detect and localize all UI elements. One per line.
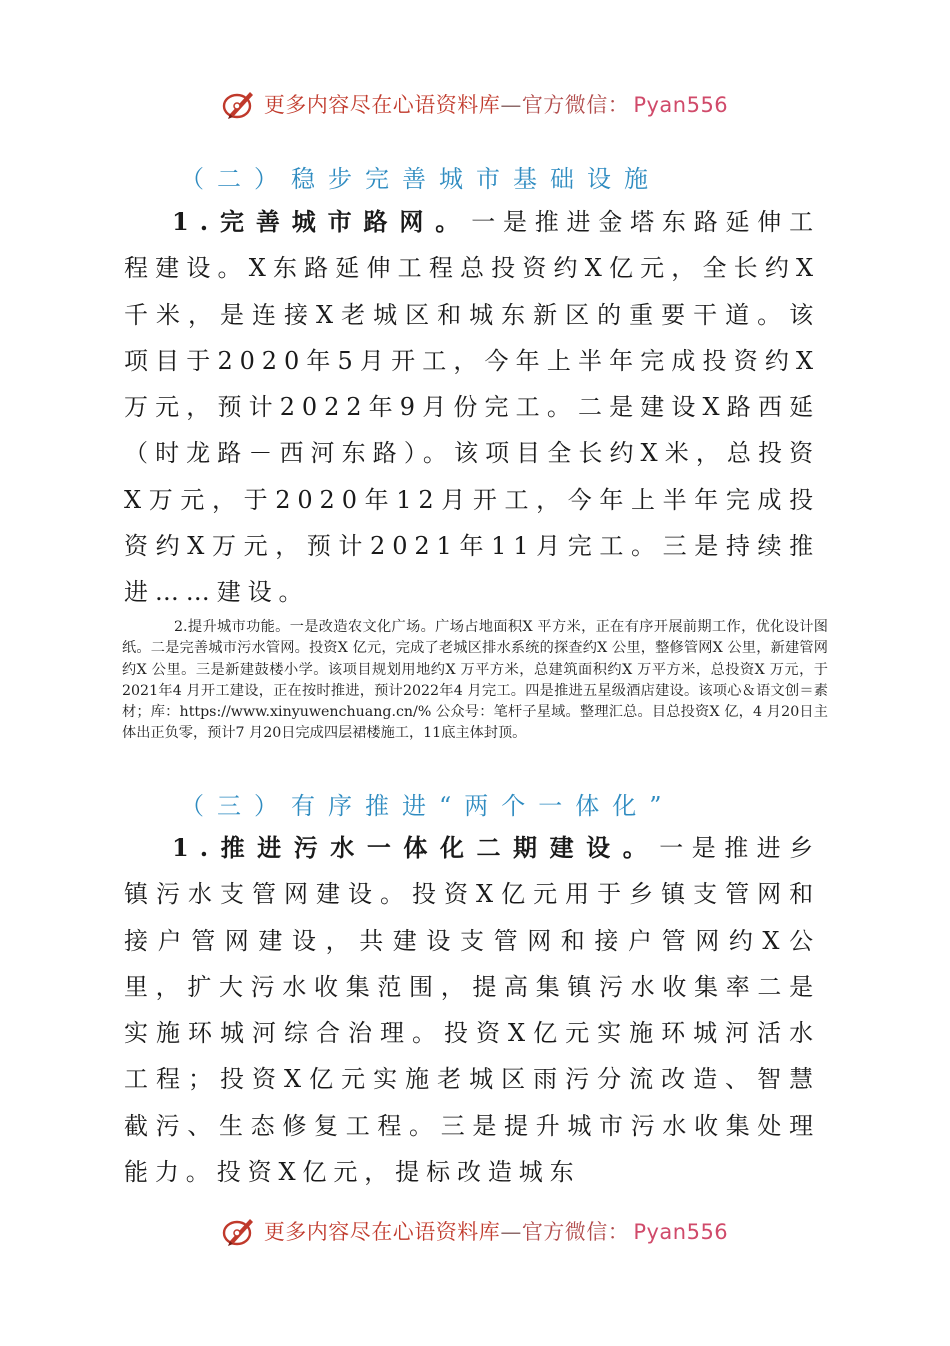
- banner-separator: —: [500, 93, 522, 117]
- banner-wechat-label: 官方微信：: [521, 93, 630, 117]
- footer-separator: —: [500, 1220, 522, 1244]
- section-heading-3: （三）有序推进“两个一体化”: [180, 792, 675, 820]
- banner-text: [264, 89, 728, 119]
- header-banner: [0, 82, 950, 126]
- pen-logo-icon: [222, 86, 258, 122]
- footer-banner: [0, 1209, 950, 1253]
- banner-site-text: 更多内容尽在心语资料库: [263, 93, 501, 117]
- banner-wechat-id: Pyan556: [633, 93, 729, 117]
- section-heading-2: （二）稳步完善城市基础设施: [180, 165, 661, 193]
- footer-wechat-id: Pyan556: [633, 1220, 729, 1244]
- paragraph-sewage-integration: [124, 825, 820, 1195]
- footer-site-text: 更多内容尽在心语资料库: [263, 1220, 501, 1244]
- pen-logo-icon: [222, 1213, 258, 1249]
- item-title-road-network: 1.完善城市路网。: [172, 207, 472, 236]
- item-text-city-function: 2.提升城市功能。一是改造农文化广场。广场占地面积X 平方米，正在有序开展前期工作，优化设计图纸。二是完善城市污水管网。投资X 亿元，完成了老城区排水系统的探查约X 公里，整修管网X 公里，新建管网约X 公里。三是新建鼓楼小学。该项目规划用地约X 万平方米，总建筑面积约X 万平方米，总投资X 万元，于2021年4 月开工建设，正在按时推进，预计2022年4 月完工。四是推进五星级酒店建设。该项心＆语文创＝素材；库：https://www.xinyuwenchuang.cn/% 公众号：笔杆子星域。整理汇总。目总投资X 亿，4 月20日主体出正负零，预计7 月20日完成四层裙楼施工，11底主体封顶。: [122, 619, 828, 742]
- item-body-road-network: 一是推进金塔东路延伸工程建设。X东路延伸工程总投资约X亿元，全长约X千米，是连接X老城区和城东新区的重要干道。该项目于2020年5月开工，今年上半年完成投资约X万元，预计2022年9月份完工。二是建设X路西延（时龙路－西河东路）。该项目全长约X米，总投资X万元，于2020年12月开工，今年上半年完成投资约X万元，预计2021年11月完工。三是持续推进……建设。: [124, 208, 820, 607]
- paragraph-city-function: [122, 617, 828, 745]
- item-title-sewage: 1.推进污水一体化二期建设。: [172, 833, 660, 862]
- footer-wechat-label: 官方微信：: [521, 1220, 630, 1244]
- item-body-sewage: 一是推进乡镇污水支管网建设。投资X亿元用于乡镇支管网和接户管网建设，共建设支管网和接户管网约X公里，扩大污水收集范围，提高集镇污水收集率二是实施环城河综合治理。投资X亿元实施环城河活水工程；投资X亿元实施老城区雨污分流改造、智慧截污、生态修复工程。三是提升城市污水收集处理能力。投资X亿元，提标改造城东: [124, 834, 821, 1187]
- paragraph-road-network: [124, 199, 820, 616]
- footer-banner-text: [264, 1216, 728, 1246]
